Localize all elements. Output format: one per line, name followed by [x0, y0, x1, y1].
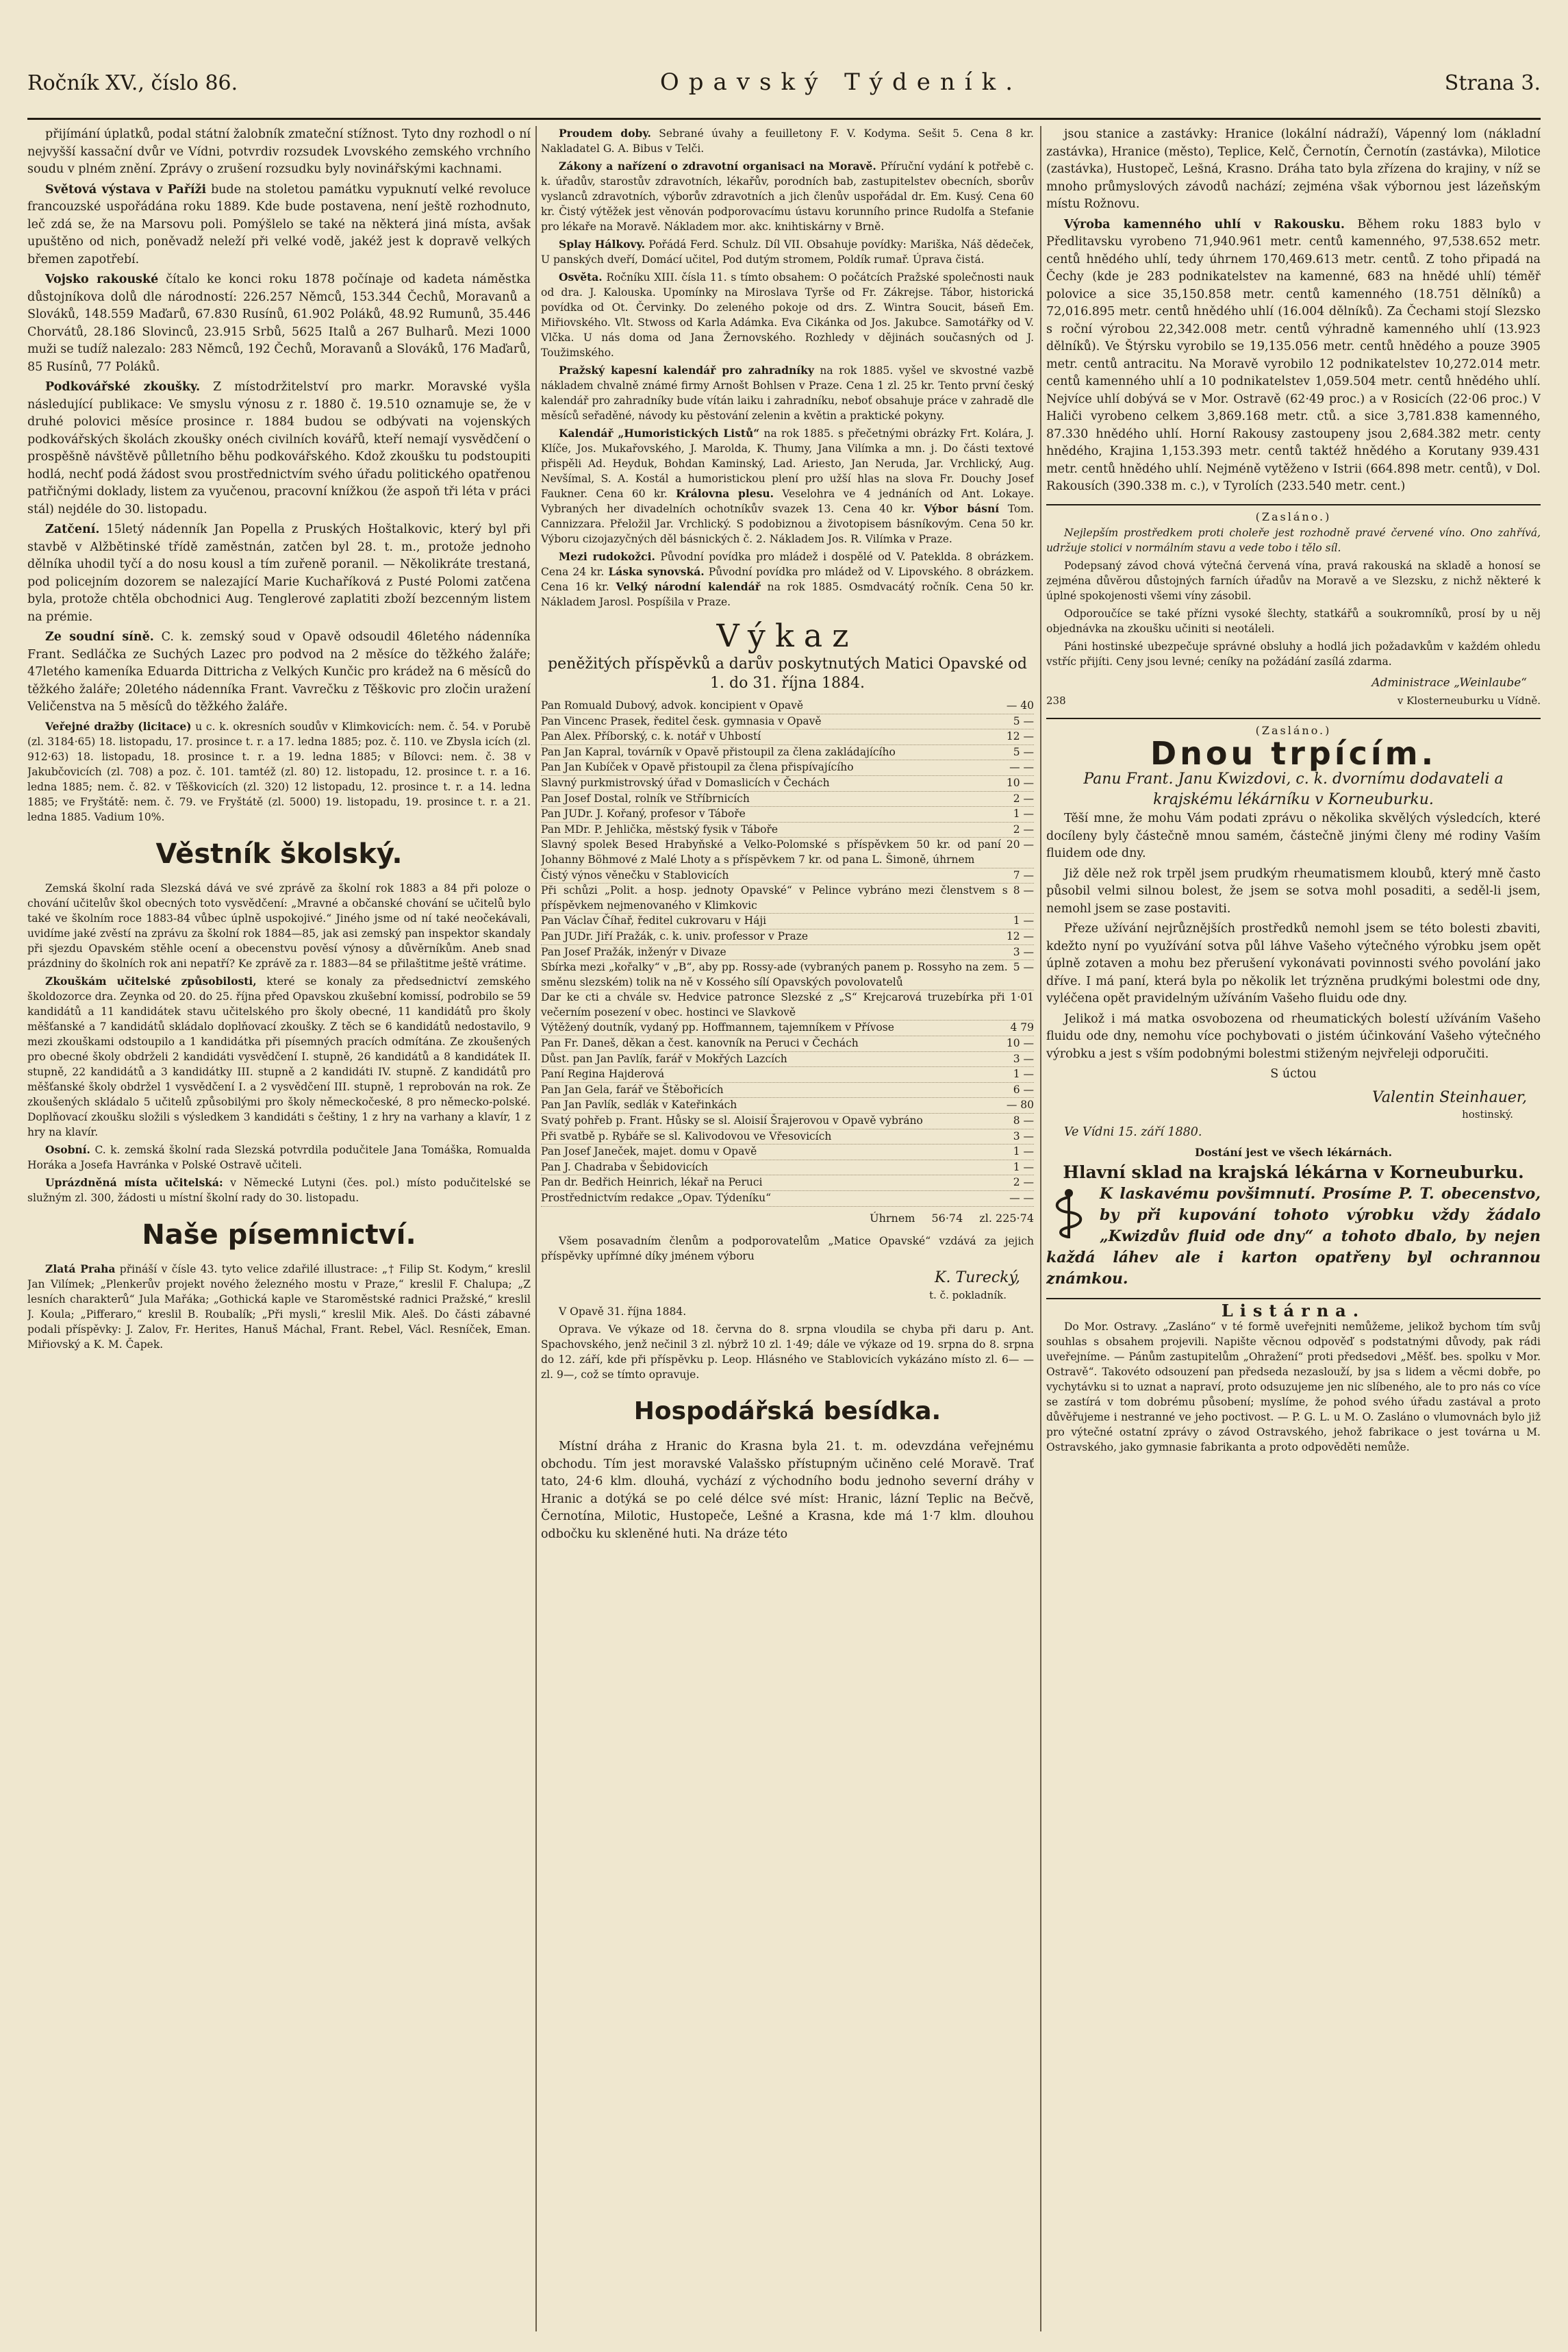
donation-row [541, 729, 1034, 745]
column-2 [541, 126, 1034, 2331]
article-heading: Vojsko rakouské [45, 273, 159, 286]
donation-row [541, 1144, 1034, 1160]
article: Zlatá Praha přináší v čísle 43. tyto velice zdařilé illustrace: „† Filip St. Kodym,“ kreslil Jan Vilímek; „Plenkerův projekt nového železného mostu v Praze,“ kreslil F. Chalupa; „Z lesních charakterů“ Jula Mařáka; „Gothická kaple ve Staroměstské radnici Pražské,“ kreslil J. Koula; „Pifferaro,“ kreslil B. Roubalík; „Při mysli,“ kreslil Mik. Aleš. Do části zábavné podali příspěvky: J. Zalov, Fr. Herites, Hanuš Máchal, Frant. Rebel, Václ. Resníček, Eman. Miřiovský a K. M. Čapek. [27, 1262, 531, 1351]
donation-amount: 1·01 [1010, 991, 1034, 1004]
donation-row [541, 1160, 1034, 1176]
donor-name: Prostřednictvím redakce „Opav. Týdeníku“ [541, 1192, 772, 1204]
correction-notice: Oprava. Ve výkaze od 18. června do 8. srpna vloudila se chyba při daru p. Ant. Spachovského, jenž nečinil 3 zl. nýbrž 10 zl. 1·49; dále ve výkaze od 19. srpna do 8. srpna do 12. září, kde při příspěvku p. Leop. Hlásného ve Stablovicích vykázáno místo zl. 6— — zl. 9—, což se tímto opravuje. [541, 1323, 1034, 1381]
donor-name: Pan Josef Dostal, rolník ve Stříbrnicích [541, 792, 750, 805]
donation-list [541, 699, 1034, 1207]
wine-ad-text: Páni hostinské ubezpečuje správné obsluhy a hodlá jich požadavkům v každém ohledu vstříc přijíti. Ceny jsou levné; ceníky na požádání zasílá zdarma. [1046, 640, 1541, 668]
letters-heading: Listárna. [1046, 1298, 1541, 1320]
column-divider [535, 126, 537, 2331]
letters-text: Do Mor. Ostravy. „Zasláno“ v té formě uveřejniti nemůžeme, jelikož bychom tím svůj souhlas s obsahem projevili. Napište věcnou odpověď s podstatnými důvody, pak rádi uveřejníme. — Pánům zastupitelům „Ohražení“ proti předsedovi „Měšť. bes. spolku v Mor. Ostravě“. Takovéto odsouzení pan předseda nezaslouží, by jsa s lidem a věcmi dobře, po vychytávku si to uznat a napraví, proto odsuzujeme jen nic slíbeného, ale to pro nás co více se zastírá v tom dobrému působení; myslíme, že pohod svého úřadu zastával a proto důvěřujeme i nestranné ve jeho poctivost. — P. G. L. u M. O. Zasláno o vlumovnách bylo již pro výtečné ostatní zprávy o závod Ostravského, jehož fabrikace o jest továrna u M. Ostravského, jako gymnasie fabrikanta a proto odpověděti nemůže. [1046, 1321, 1541, 1453]
donation-amount: 2 — [1013, 792, 1034, 805]
article: Zatčení. 15letý nádenník Jan Popella z Pruských Hoštalkovic, který byl při stavbě v Alžbětinské třídě zaměstnán, zatčen byl 28. t. m., protože jednoho dělníka uhodil tyčí a do nosu kousl a tím zuřeně poranil. — Několikráte trestaná, pod policejním dozorem se nalezající Marie Kuchaříková z Pusté Polomi zatčena byla, protože chtěla obchodnici Aug. Tenglerové zaplatiti zboží bezcenným listem na prémie. [27, 523, 531, 624]
donation-amount: 10 — [1006, 776, 1034, 789]
donation-amount: 12 — [1006, 929, 1034, 942]
page-number: Strana 3. [1444, 71, 1541, 95]
donation-amount: 10 — [1006, 1037, 1034, 1050]
gout-ad-text: Již děle než rok trpěl jsem prudkým rheumatismem kloubů, který mně často působil velmi silnou bolest, že jsem se sotva mohl posaditi, a seděl-li jsem, nemohl jsem se zase postaviti. [1046, 866, 1541, 916]
donation-amount: 2 — [1013, 823, 1034, 836]
donation-amount: 5 — [1013, 745, 1034, 758]
donor-name: Pan J. Chadraba v Šebidovicích [541, 1160, 709, 1173]
article: Ze soudní síně. C. k. zemský soud v Opavě odsoudil 46letého nádenníka Frant. Sedláčka ze Suchých Lazec pro podvod na 2 měsíce do těžkého žaláře; 47letého kameníka Eduarda Dittricha z Velkých Kunčic pro krádež na 6 měsíců do těžkého žaláře; 20letého nádenníka Frant. Vavrečku z Těškovic pro zločin uražení Veličenstva na 5 měsíců do těžkého žaláře. [27, 630, 531, 714]
donation-amount: 1 — [1013, 808, 1034, 821]
article-heading: Podkovářské zkoušky. [45, 380, 201, 394]
donation-amount: 5 — [1013, 714, 1034, 727]
donation-row [541, 745, 1034, 761]
donation-row [541, 914, 1034, 929]
donor-name: Pan Josef Pražák, inženýr v Divaze [541, 945, 726, 958]
advertisement-label: (Zasláno.) [1046, 718, 1541, 740]
donation-amount: 8 — [1013, 1114, 1034, 1127]
book-title: Královna plesu. [676, 487, 774, 500]
donor-name: Pan MDr. P. Jehlička, městský fysik v Táboře [541, 823, 779, 836]
donation-amount: — 40 [1006, 699, 1034, 712]
article: Osobní. C. k. zemská školní rada Slezská potvrdila podučitele Jana Tomáška, Romualda Horáka a Josefa Havránka v Polské Ostravě učiteli. [27, 1142, 531, 1171]
donation-amount: 1 — [1013, 914, 1034, 927]
column-1 [27, 126, 531, 2331]
donation-amount: — — [1009, 761, 1034, 774]
donor-name: Sbírka mezi „kořalky“ v „B“, aby pp. Rossy-ade (vybraných panem p. Rossyho na zem. směnu slezském) tolik na ně v Kossého sílí Opavských povolovatelů [541, 961, 1008, 988]
donation-row [541, 699, 1034, 714]
book-title: Zákony a nařízení o zdravotní organisaci na Moravě. [559, 160, 876, 173]
issue-number: Ročník XV., číslo 86. [27, 71, 238, 95]
donor-name: Výtěžený doutník, vydaný pp. Hoffmannem, tajemníkem v Přívose [541, 1021, 894, 1034]
donation-row [541, 1114, 1034, 1129]
donor-name: Při schůzi „Polit. a hosp. jednoty Opavské“ v Pelince vybráno mezi členstvem s příspěvkem nejmenovaného v Klimkovic [541, 884, 1008, 912]
book-notice: Pražský kapesní kalendář pro zahradníky na rok 1885. vyšel ve skvostné vazbě nákladem chvalně známé firmy Arnošt Bohlsen v Praze. Cena 1 zl. 25 kr. Tento první český kalendář pro zahradníky bude vítán laiku i zahradníku, neboť obsahuje práce v zahradě dle měsíců seřaděné, návody ku pěstování zelenin a květin a praktické pokyny. [541, 364, 1034, 422]
donation-amount: 6 — [1013, 1083, 1034, 1096]
donor-name: Slavný spolek Besed Hrabyňské a Velko-Polomské s příspěvkem 50 kr. od paní Johanny Böhmové z Malé Lhoty a s příspěvkem 7 kr. od pana L. Šimoně, úhrnem [541, 838, 1001, 866]
donation-row [541, 1052, 1034, 1068]
article-paragraph: přijímání úplatků, podal státní žalobník zmateční stížnost. Tyto dny rozhodl o ní nejvyšší kassační dvůr ve Vídni, potvrdiv rozsudek Lvovského zemského vrchního soudu v plném znění. Zprávy o zrušení rozsudku byly novinářskými kachnami. [27, 127, 531, 176]
wine-ad-text: Odporoučíce se také přízni vysoké šlechty, statkářů a soukromníků, prosí by u něj objednávka na zkoušku učiniti si neotáleli. [1046, 608, 1541, 635]
article-heading: Světová výstava v Paříži [45, 182, 207, 197]
ad-number: 238 [1046, 694, 1066, 707]
donation-row [541, 884, 1034, 914]
donation-amount: 12 — [1006, 730, 1034, 743]
donation-row [541, 1083, 1034, 1099]
wine-ad-footer [1046, 692, 1541, 710]
donation-amount: 1 — [1013, 1145, 1034, 1158]
article: Zkouškám učitelské způsobilosti, které se konaly za předsednictví zemského školdozorce dra. Zeynka od 20. do 25. října před Opavskou zkušební komissí, podrobilo se 59 kandidátů a 11 kandidátek stavu učitelského pro školy obecné, 11 kandidátů pro školy měšťanské a 7 kandidátů skládalo doplňovací zkoušky. Z těch se 6 kandidátů nedostavilo, 9 mezi zkouškami odstoupilo a 1 kandidátka při písemných pracích odmítána. Ze zkoušených pro obecné školy obdrželi 2 kandidáti vysvědčení I. stupně, 26 kandidátů a 8 kandidátek II. stupně, 22 kandidátů a 3 kandidátky III. stupně a 2 kandidáti IV. stupně. Z kandidátů pro měšťanské školy obdržel 1 vysvědčení I. a 2 vysvědčení III. stupně, 1 reprobován na rok. Ze zkoušených skládalo 5 učitelů způsobilými pro školy německočeské, 8 pro německo-polské. Doplňovací zkoušku složili s výsledkem 3 kandidáti s češtiny, 1 z hry na varhany a klavír, 1 z hry na klavír. [27, 974, 531, 1138]
gout-ad-address: Panu Frant. Janu Kwizdovi, c. k. dvornímu dodavateli a krajskému lékárníku v Korneuburku. [1083, 771, 1504, 808]
article-heading: Ze soudní síně. [45, 630, 154, 644]
donation-amount: 3 — [1013, 1129, 1034, 1142]
donation-amount: 2 — [1013, 1176, 1034, 1189]
article-heading: Zatčení. [45, 523, 100, 536]
article-heading: Zkouškám učitelské způsobilosti, [45, 974, 257, 988]
section-heading-school: Věstník školský. [155, 838, 403, 870]
article: Výroba kamenného uhlí v Rakousku. Během roku 1883 bylo v Předlitavsku vyrobeno 71,940.961 metr. centů kamenného, 97,538.652 metr. centů hnědého uhlí, tedy úhrnem 170,469.613 metr. centů. Z toho připadá na Čechy (kde je 283 podnikatelstev na kamenné, 683 na hnědé uhlí) téměř polovice a sice 35,150.858 metr. centů kamenného (18.751 dělníků) a 72,016.895 metr. centů hnědého uhlí (16.004 dělníků). Za Čechami stojí Slezsko s roční výrobou 22,342.008 metr. centů výhradně kamenného uhlí (13.923 dělníků). Ve Štýrsku vyrobilo se 19,135.056 metr. centů hnědého a pouze 3905 metr. centů antracitu. Na Moravě vyrobilo 12 podnikatelstev 10,272.014 metr. centů kamenného uhlí a 10 podnikatelstev 1,059.504 metr. centů hnědého uhlí. Nejvíce uhlí dobývá se v Mor. Ostravě (62·49 proc.) a v Rosicích (22·06 proc.) V Haliči vyrobeno celkem 3,869.168 metr. ctů. a sice 3,781.838 kamenného, 87.330 hnědého uhlí. Horní Rakousy zastoupeny jsou 2,684.382 metr. centy hnědého, Krajina 1,153.393 metr. centů taktéž hnědého a Korutany 939.431 metr. centů hnědého uhlí. Nejméně vytěženo v Istrii (664.898 metr. centů), v Dol. Rakousích (390.338 m. c.), v Tyrolích (233.540 metr. cent.) [1046, 217, 1541, 493]
donation-row [541, 868, 1034, 884]
book-notice: Kalendář „Humoristických Listů“ na rok 1885. s přečetnými obrázky Frt. Kolára, J. Klíče, Jos. Mukařovského, J. Marolda, K. Thumy, Jana Vilímka a mn. j. Do části textové přispěli Ad. Heyduk, Bohdan Kaminský, Lad. Ariesto, Jan Neruda, Jar. Vrchlický, Aug. Nevšímal, S. A. Kostál a humoristickou plení pro užší hlas na slova Fr. Douchy Josef Faukner. Cena 60 kr. Královna plesu. Veselohra ve 4 jednáních od Ant. Lokaye. Vybraných her divadelních ochotníkův svazek 13. Cena 40 kr. Výbor básní Tom. Cannizzara. Přeložil Jar. Vrchlický. S podobiznou a životopisem básníkovým. Cena 50 kr. Výboru cizojazyčných děl básnických č. 2. Nákladem Jos. R. Vilímka v Praze. [541, 427, 1034, 545]
donation-total [541, 1210, 1034, 1227]
donor-name: Pan Romuald Dubový, advok. koncipient v Opavě [541, 699, 804, 712]
book-notice: Zákony a nařízení o zdravotní organisaci na Moravě. Příruční vydání k potřebě c. k. úřadův, starostův zdravotních, lékařův, porodních bab, zastupitelstev obecních, sborův vyslanců zdravotních, výborův zdravotních a jich členův uspořádal dr. Em. Kusý. Cena 60 kr. Čistý výtěžek jest věnován podporovacímu ústavu korunního prince Rudolfa a Stefanie pro lékaře na Moravě. Nákladem mor. akc. knihtiskárny v Brně. [541, 160, 1034, 233]
donation-row [541, 1067, 1034, 1083]
article-paragraph: jsou stanice a zastávky: Hranice (lokální nádraží), Vápenný lom (nákladní zastávka), Hranice (město), Teplice, Kelč, Černotín, Černotín (zastávka), Milotice (zastávka), Hustopeč, Lešná, Krasno. Dráha tato byla zřízena do krajiny, v níž se mnoho průmyslových závodů nachází; zejména však výbornou jest lázeňským místu Rožnovu. [1046, 127, 1541, 211]
gout-ad-title: Dnou trpícím. [1150, 734, 1437, 772]
thanks-text: Všem posavadním členům a podporovatelům „Matice Opavské“ vzdává za jejich příspěvky upřímné díky jménem výboru [541, 1235, 1034, 1263]
donation-amount: — — [1009, 1192, 1034, 1204]
donation-row [541, 823, 1034, 838]
donation-row [541, 960, 1034, 990]
article: Veřejné dražby (licitace) u c. k. okresních soudův v Klimkovicích: nem. č. 54. v Porubě (zl. 3184·65) 18. listopadu, 17. prosince t. r. a 17. ledna 1885; poz. č. 110. ve Zbysla icích (zl. 912·63) 18. listopadu, 18. prosince t. r. a 19. ledna 1885; v Bílovci: nem. č. 38 v Jakubčovicích (zl. 708) a poz. č. 101. tamtéž (zl. 80) 12. listopadu, 12. prosince t. r. a 16. ledna 1885; nem. č. 82. v Těškovicích (zl. 320) 12 listopadu, 12. prosince t. r. a 14. ledna 1885; ve Fryštátě: nem. č. 79. ve Fryštátě (zl. 5000) 19. listopadu, 19. prosince t. r. a 21. ledna 1885. Vadium 10%. [27, 719, 531, 823]
gout-ad-signature: Valentin Steinhauer, [1372, 1088, 1527, 1106]
article: Uprázdněná místa učitelská: v Německé Lutyni (čes. pol.) místo podučitelské se služným zl. 300, žádosti u místní školní rady do 30. listopadu. [27, 1175, 531, 1204]
treasurer-role: t. č. pokladník. [929, 1288, 1007, 1301]
donation-row [541, 838, 1034, 868]
donor-name: Paní Regina Hajderová [541, 1068, 665, 1081]
donor-name: Pan Jan Kubíček v Opavě přistoupil za člena přispívajícího [541, 761, 854, 774]
article-heading: Osobní. [45, 1142, 90, 1156]
donor-name: Důst. pan Jan Pavlík, farář v Mokřých Lazcích [541, 1052, 787, 1065]
book-title: Mezi rudokožci. [559, 550, 655, 563]
book-notice: Mezi rudokožci. Původní povídka pro mládež i dospělé od V. Pateklda. 8 obrázkem. Cena 24 kr. Láska synovská. Původní povídka pro mládež od V. Lipovského. 8 obrázkem. Cena 16 kr. Velký národní kalendář na rok 1885. Osmdvacátý ročník. Cena 50 kr. Nákladem Jarosl. Pospíšila v Praze. [541, 550, 1034, 608]
book-title: Pražský kapesní kalendář pro zahradníky [559, 364, 814, 377]
donor-name: Pan Josef Janeček, majet. domu v Opavě [541, 1145, 757, 1158]
donation-amount: 7 — [1013, 868, 1034, 881]
book-title: Velký národní kalendář [616, 580, 761, 593]
column-divider [1040, 126, 1041, 2331]
donation-row [541, 1175, 1034, 1191]
gout-ad-main-depot: Hlavní sklad na krajská lékárna v Korneuburku. [1063, 1162, 1524, 1182]
donation-row [541, 714, 1034, 730]
donation-amount: 3 — [1013, 945, 1034, 958]
article-heading: Výroba kamenného uhlí v Rakousku. [1064, 217, 1345, 232]
article-paragraph: Zemská školní rada Slezská dává ve své zprávě za školní rok 1883 a 84 při poloze o chování učitelův škol obecných toto vysvědčení: „Mravné a občanské chování se učitelů bylo také ve školním roce 1883-84 vůbec úplně uspokojivé.“ Jiného jsme od ní také neočekávali, uvidíme jaké zvěstí na zprávu za školní rok 1884—85, jak asi zemský pan inspektor skandaly při sjezdu Opavském stěhle ocení a obecenstvu pověsí výnosy a důvěrníkům. Aneb snad prázdniny do školních rok ani nepatří? Ke zprávě za r. 1883—84 se přilaštitme ještě vrátime. [27, 881, 531, 970]
article-paragraph: Místní dráha z Hranic do Krasna byla 21. t. m. odevzdána veřejnému obchodu. Tím jest moravské Valašsko přístupným učiněno celé Moravě. Trať tato, 24·6 klm. dlouhá, vychází z východního bodu jednoho severní dráhy v Hranic a dotýká se po celé délce své míst: Hranic, lázní Teplic na Bečvě, Černotína, Milotic, Hustopeče, Lešné a Krasna, kde má 1·7 klm. dlouhou odbočku ku skleněné huti. Na dráze této [541, 1440, 1034, 1541]
donation-row [541, 929, 1034, 945]
book-notice: Osvěta. Ročníku XIII. čísla 11. s tímto obsahem: O počátcích Pražské společnosti nauk od dra. J. Kalouska. Upomínky na Miroslava Tyrše od Fr. Zákrejse. Tábor, historická povídka od Ot. Červinky. Do zeleného pokoje od drs. Z. Wintra Soucit, báseň Em. Miřiovského. Vlt. Stwoss od Karla Adámka. Eva Cikánka od Jos. Jakubce. Samotářky od V. Vlčka. U nás doma od Jana Žernovského. Rozhledy v dějinách současných od J. Toužimského. [541, 271, 1034, 359]
gout-ad-availability: Dostání jest ve všech lékárnách. [1194, 1146, 1393, 1159]
gout-ad-text: Přeze užívání nejrůznějších prostředků nemohl jsem se této bolesti zbaviti, kdežto nyní po využívání sotva půl láhve Vašeho výtečného výrobku jsem opět úplně zotaven a mohu bez přerušení vykonávati povinnosti svého povolání jako dříve. I má paní, která byla po několik let trýzněna prudkými bolestmi ode dny, vyléčena opět pravidelným užíváním Vašeho fluidu ode dny. [1046, 922, 1541, 1005]
donation-amount: 20 — [1006, 838, 1034, 851]
donation-amount: 1 — [1013, 1068, 1034, 1081]
donation-amount: 3 — [1013, 1052, 1034, 1065]
wine-ad-place: v Klosterneuburku u Vídně. [1397, 694, 1541, 707]
book-title: Proudem doby. [559, 127, 651, 140]
gout-ad-text: Jelikož i má matka osvobozena od rheumatických bolestí užíváním Vašeho fluidu ode dny, nemohu více pochybovati o jistém účinkování Vašeho výtečného výrobku a jest s vším podobnými bolestmi stiženým nejvřeleji odporučiti. [1046, 1012, 1541, 1061]
donor-name: Pan Alex. Příborský, c. k. notář v Uhbostí [541, 730, 761, 743]
section-heading-economy: Hospodářská besídka. [633, 1397, 941, 1426]
article: Podkovářské zkoušky. Z místodržitelství pro markr. Moravské vyšla následující publikace: Ve smyslu výnosu z r. 1880 č. 19.510 oznamuje se, že v druhé polovici měsíce prosince r. 1884 budou se odbývati na vojenských podkovářských školách zkoušky onéch civilních kovářů, kteří nemají vysvědčení o prospěšně návštěvě půlletního běhu podkovářského. Kdož zkoušku tu podstoupiti hodlá, nechť podá žádost svou prostřednictvím svého úřadu politického opatřenou patřičnými doklady, listem za vyučenou, pracovní knížkou (že aspoň tři léta v práci stál) nejdéle do 30. listopadu. [27, 380, 531, 516]
gout-ad-warning: K laskavému povšimnutí. Prosíme P. T. obecenstvo, by při kupování tohoto výrobku vždy žádalo „Kwizdův fluid ode dny“ a tohoto dbalo, by nejen každá láhev ale i karton opatřeny byl ochrannou známkou. [1046, 1184, 1541, 1288]
donation-row [541, 807, 1034, 823]
donation-amount: 4 79 [1010, 1021, 1034, 1034]
donor-name: Svatý pohřeb p. Frant. Hůsky se sl. Aloisií Šrajerovou v Opavě vybráno [541, 1114, 923, 1127]
header-rule [27, 118, 1541, 120]
page-header [27, 68, 1541, 110]
article: Světová výstava v Paříži bude na stoletou památku vypuknutí velké revoluce francouzské uspořádána roku 1889. Kde bude postavena, není ještě rozhodnuto, leč zdá se, že na Marsovu poli. Pomýšlelo se také na některá jiná místa, avšak upuštěno od nich, poněvadž neleží při velké vodě, jakéž jest k dopravě velkých břemen zapotřebí. [27, 182, 531, 266]
book-title: Kalendář „Humoristických Listů“ [559, 427, 760, 440]
advertisement-label: (Zasláno.) [1046, 504, 1541, 526]
donation-amount: 8 — [1013, 884, 1034, 897]
treasurer-signature: K. Turecký, [935, 1269, 1020, 1287]
trademark-logo [1046, 1188, 1091, 1241]
article-heading: Veřejné dražby (licitace) [45, 719, 192, 733]
wine-ad-text: Nejlepším prostředkem proti choleře jest rozhodně pravé červené víno. Ono zahřívá, udržuje stolici v normálním stavu a vede tobo i tělo síl. [1046, 527, 1541, 554]
total-previous: 56·74 [931, 1211, 963, 1225]
donor-name: Dar ke cti a chvále sv. Hedvice patronce Slezské z „S“ Krejcarová truzebírka při večerním posezení v obec. hostinci ve Slavkově [541, 991, 1005, 1018]
donation-row [541, 1191, 1034, 1207]
donor-name: Pan Vincenc Prasek, ředitel česk. gymnasia v Opavě [541, 714, 822, 727]
article-heading: Zlatá Praha [45, 1262, 116, 1275]
donor-name: Pan dr. Bedřich Heinrich, lékař na Peruci [541, 1176, 763, 1189]
report-title: Výkaz [716, 617, 859, 654]
donation-row [541, 1129, 1034, 1145]
gout-ad-signer-role: hostinský. [1462, 1108, 1513, 1121]
donation-row [541, 1036, 1034, 1052]
donor-name: Při svatbě p. Rybáře se sl. Kalivodovou ve Vřesovicích [541, 1129, 832, 1142]
book-title: Výbor básní [924, 502, 1000, 515]
wine-ad-signature: Administrace „Weinlaube“ [1371, 676, 1527, 690]
donor-name: Pan JUDr. J. Kořaný, profesor v Táboře [541, 808, 746, 821]
warning-lead: K laskavému povšimnutí. [1100, 1184, 1316, 1203]
donor-name: Čistý výnos věnečku v Stablovicích [541, 868, 729, 881]
book-title: Splay Hálkovy. [559, 238, 646, 251]
donation-row [541, 776, 1034, 792]
donation-row [541, 1021, 1034, 1036]
donor-name: Pan JUDr. Jiří Pražák, c. k. univ. professor v Praze [541, 929, 809, 942]
donor-name: Pan Jan Pavlík, sedlák v Kateřinkách [541, 1099, 737, 1112]
donor-name: Pan Jan Kapral, továrník v Opavě přistoupil za člena zakládajícího [541, 745, 896, 758]
book-notice: Proudem doby. Sebrané úvahy a feuilletony F. V. Kodyma. Sešit 5. Cena 8 kr. Nakladatel G. A. Bibus v Telči. [541, 127, 1034, 155]
wine-ad-text: Podepsaný závod chová výtečná červená vína, pravá rakouská na skladě a honosí se zejména důvěrou důstojných farních úřadův na Moravě a ve Slezsku, z nichž některé k úplné spokojenosti všemi víny zásobil. [1046, 560, 1541, 602]
total-amount: zl. 225·74 [979, 1211, 1034, 1225]
gout-ad-text: Těší mne, že mohu Vám podati zprávu o několika skvělých výsledcích, které docíleny byly částečně mnou samém, částečně jinými členy mé rodiny Vaším fluidem ode dny. [1046, 812, 1541, 860]
book-title: Láska synovská. [608, 565, 705, 578]
section-heading-literature: Naše písemnictví. [142, 1218, 416, 1251]
donor-name: Pan Jan Gela, farář ve Štěbořicích [541, 1083, 724, 1096]
donation-row [541, 760, 1034, 776]
column-3 [1046, 126, 1541, 2331]
donor-name: Pan Fr. Daneš, děkan a čest. kanovník na Peruci v Čechách [541, 1037, 859, 1050]
donation-amount: 5 — [1013, 961, 1034, 974]
donation-amount: 1 — [1013, 1160, 1034, 1173]
donor-name: Pan Václav Číhař, ředitel cukrovaru v Háji [541, 914, 767, 927]
donation-row [541, 945, 1034, 961]
donor-name: Slavný purkmistrovský úřad v Domaslicích v Čechách [541, 776, 830, 789]
report-subtitle: peněžitých příspěvků a darův poskytnutých Matici Opavské od 1. do 31. října 1884. [548, 655, 1027, 692]
article: Vojsko rakouské čítalo ke konci roku 1878 počínaje od kadeta náměstka důstojníkova dolů dle národností: 226.257 Němců, 153.344 Čechů, Moravanů a Slováků, 148.559 Maďarů, 67.830 Rusínů, 61.902 Poláků, 48.92 Rumunů, 35.446 Chorvátů, 28.186 Slovinců, 23.915 Srbů, 5625 Italů a 267 Bulharů. Mezi 1000 muži se tudíž nalezalo: 283 Němců, 192 Čechů, Moravanů a Slováků, 176 Maďarů, 85 Rusínů, 77 Poláků. [27, 273, 531, 374]
donation-row [541, 1098, 1034, 1114]
article-heading: Uprázdněná místa učitelská: [45, 1175, 223, 1189]
total-label: Úhrnem [870, 1211, 915, 1225]
gout-ad-date: Ve Vídni 15. září 1880. [1064, 1125, 1202, 1139]
book-title: Osvěta. [559, 271, 603, 284]
donation-row [541, 792, 1034, 808]
masthead-title: Opavský Týdeník. [659, 68, 1023, 96]
donation-row [541, 990, 1034, 1021]
gout-ad-closing: S úctou [1270, 1067, 1317, 1081]
report-date: V Opavě 31. října 1884. [559, 1305, 687, 1318]
book-notice: Splay Hálkovy. Pořádá Ferd. Schulz. Díl VII. Obsahuje povídky: Mariška, Náš dědeček, U panských dveří, Domácí učitel, Pod dutým stromem, Poldík rumař. Úprava čistá. [541, 238, 1034, 266]
donation-amount: — 80 [1006, 1099, 1034, 1112]
